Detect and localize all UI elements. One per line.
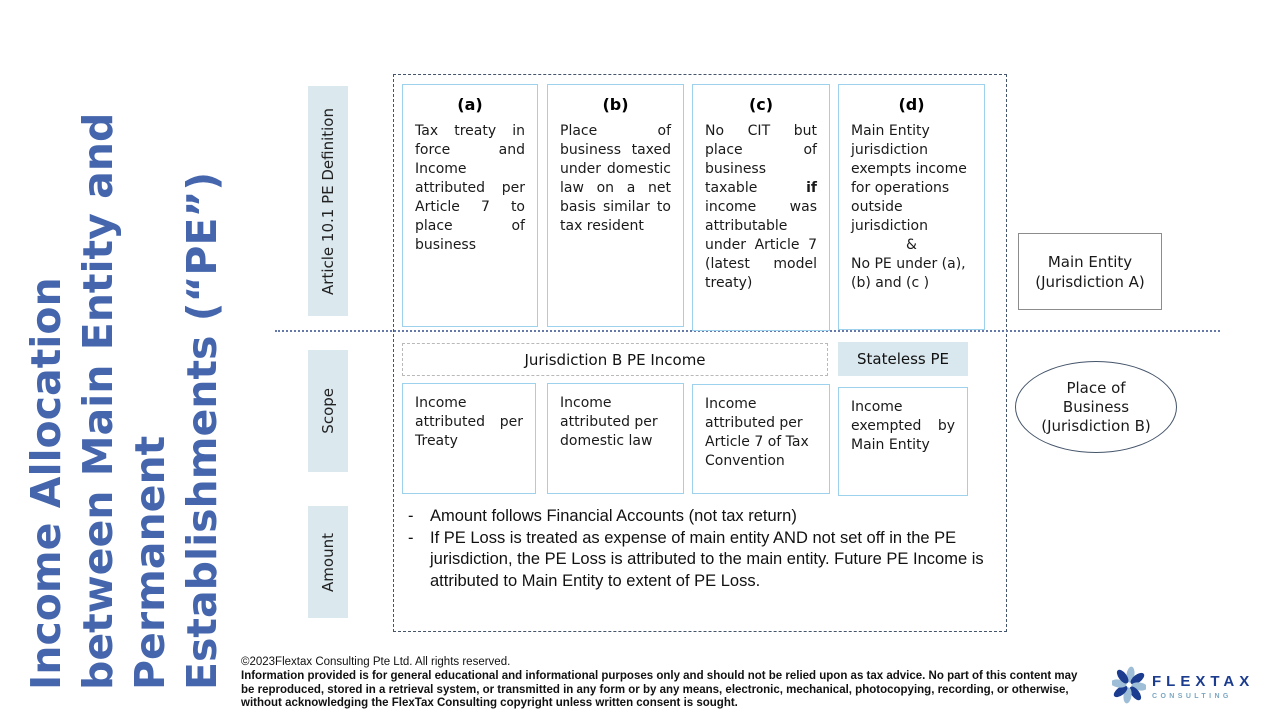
scope-box-domestic-law: Income attributed per domestic law [547, 383, 684, 494]
row-label-amount [308, 506, 348, 618]
place-of-business-jurisdiction-b-ellipse [1015, 361, 1177, 453]
flextax-logo [1112, 663, 1254, 710]
stateless-pe-text: Stateless PE [856, 350, 950, 368]
definition-card-a [402, 84, 538, 327]
definition-card-b [547, 84, 684, 327]
amount-bullet-item [408, 506, 1008, 528]
jurisdiction-b-pe-income-bar [402, 343, 828, 376]
definition-card-d [838, 84, 985, 330]
amount-bullet-text: Amount follows Financial Accounts (not tax return) [430, 507, 797, 525]
stateless-pe-label [838, 342, 968, 376]
copyright-line: ©2023Flextax Consulting Pte Ltd. All rights reserved. [241, 656, 511, 668]
flextax-flower-icon [1112, 663, 1146, 710]
pe-income-bar-label: Jurisdiction B PE Income [524, 350, 706, 369]
card-body-ampersand: & [906, 237, 917, 253]
card-body [705, 122, 817, 293]
main-entity-text: Main Entity (Jurisdiction A) [1035, 252, 1145, 291]
card-body: Tax treaty in force and Income attributed per Article 7 to place of business [415, 123, 525, 253]
row-label-text: Article 10.1 PE Definition [319, 107, 337, 295]
place-of-business-text: Place of Business (Jurisdiction B) [1041, 378, 1151, 435]
card-body [851, 122, 972, 293]
amount-notes [408, 506, 1008, 592]
card-header: (d) [898, 95, 925, 114]
logo-tagline: CONSULTING [1152, 693, 1232, 700]
row-label-text: Amount [319, 532, 337, 592]
slide-title [20, 10, 236, 690]
card-body-line: Main Entity jurisdiction exempts income for operations outside jurisdiction [851, 123, 967, 234]
scope-box-exempted: Income exempted by Main Entity [838, 387, 968, 496]
card-body-line: No PE under (a), (b) and (c ) [851, 256, 966, 291]
disclaimer-text: Information provided is for general educational and informational purposes only and should not be relied upon as tax advice. No part of this content may be reproduced, stored in a retrieval system, or transmitted in any form or by any means, electronic, mechanical, photocopying, recording, or otherwise, without acknowledging the FlexTax Consulting copyright unless written consent is sought. [241, 670, 1078, 709]
card-body-bold-word: if [806, 180, 817, 196]
slide-title-line: between Main Entity and [74, 112, 122, 690]
bullet-dash: - [408, 507, 414, 525]
scope-box-treaty: Income attributed per Treaty [402, 383, 536, 494]
card-header: (a) [457, 95, 483, 114]
slide-title-line: Permanent [126, 435, 174, 690]
row-label-text: Scope [319, 388, 337, 434]
scope-box-article-7: Income attributed per Article 7 of Tax Convention [692, 384, 830, 494]
card-header: (b) [602, 95, 629, 114]
bullet-dash: - [408, 528, 414, 547]
slide-title-line: Establishments (“PE”) [178, 171, 226, 690]
card-body-text: No CIT but place of business taxable [705, 123, 817, 196]
amount-bullet-text: If PE Loss is treated as expense of main entity AND not set off in the PE jurisdiction, the PE Loss is attributed to the main entity. Future PE Income is attributed to Main Entity to extent of PE Loss. [430, 528, 984, 590]
row-label-pe-definition [308, 86, 348, 316]
slide-title-line: Income Allocation [22, 277, 70, 690]
footer [241, 656, 1093, 711]
definition-card-c [692, 84, 830, 331]
card-header: (c) [748, 95, 774, 114]
amount-bullet-item [408, 528, 1008, 593]
row-label-scope [308, 350, 348, 472]
card-body: Place of business taxed under domestic law on a net basis similar to tax resident [560, 123, 671, 234]
flextax-logo-text [1152, 673, 1254, 700]
card-body-text: income was attributable under Article 7 (latest model treaty) [705, 199, 817, 291]
logo-name: FLEXTAX [1152, 673, 1255, 690]
main-entity-jurisdiction-a-box [1018, 233, 1162, 310]
